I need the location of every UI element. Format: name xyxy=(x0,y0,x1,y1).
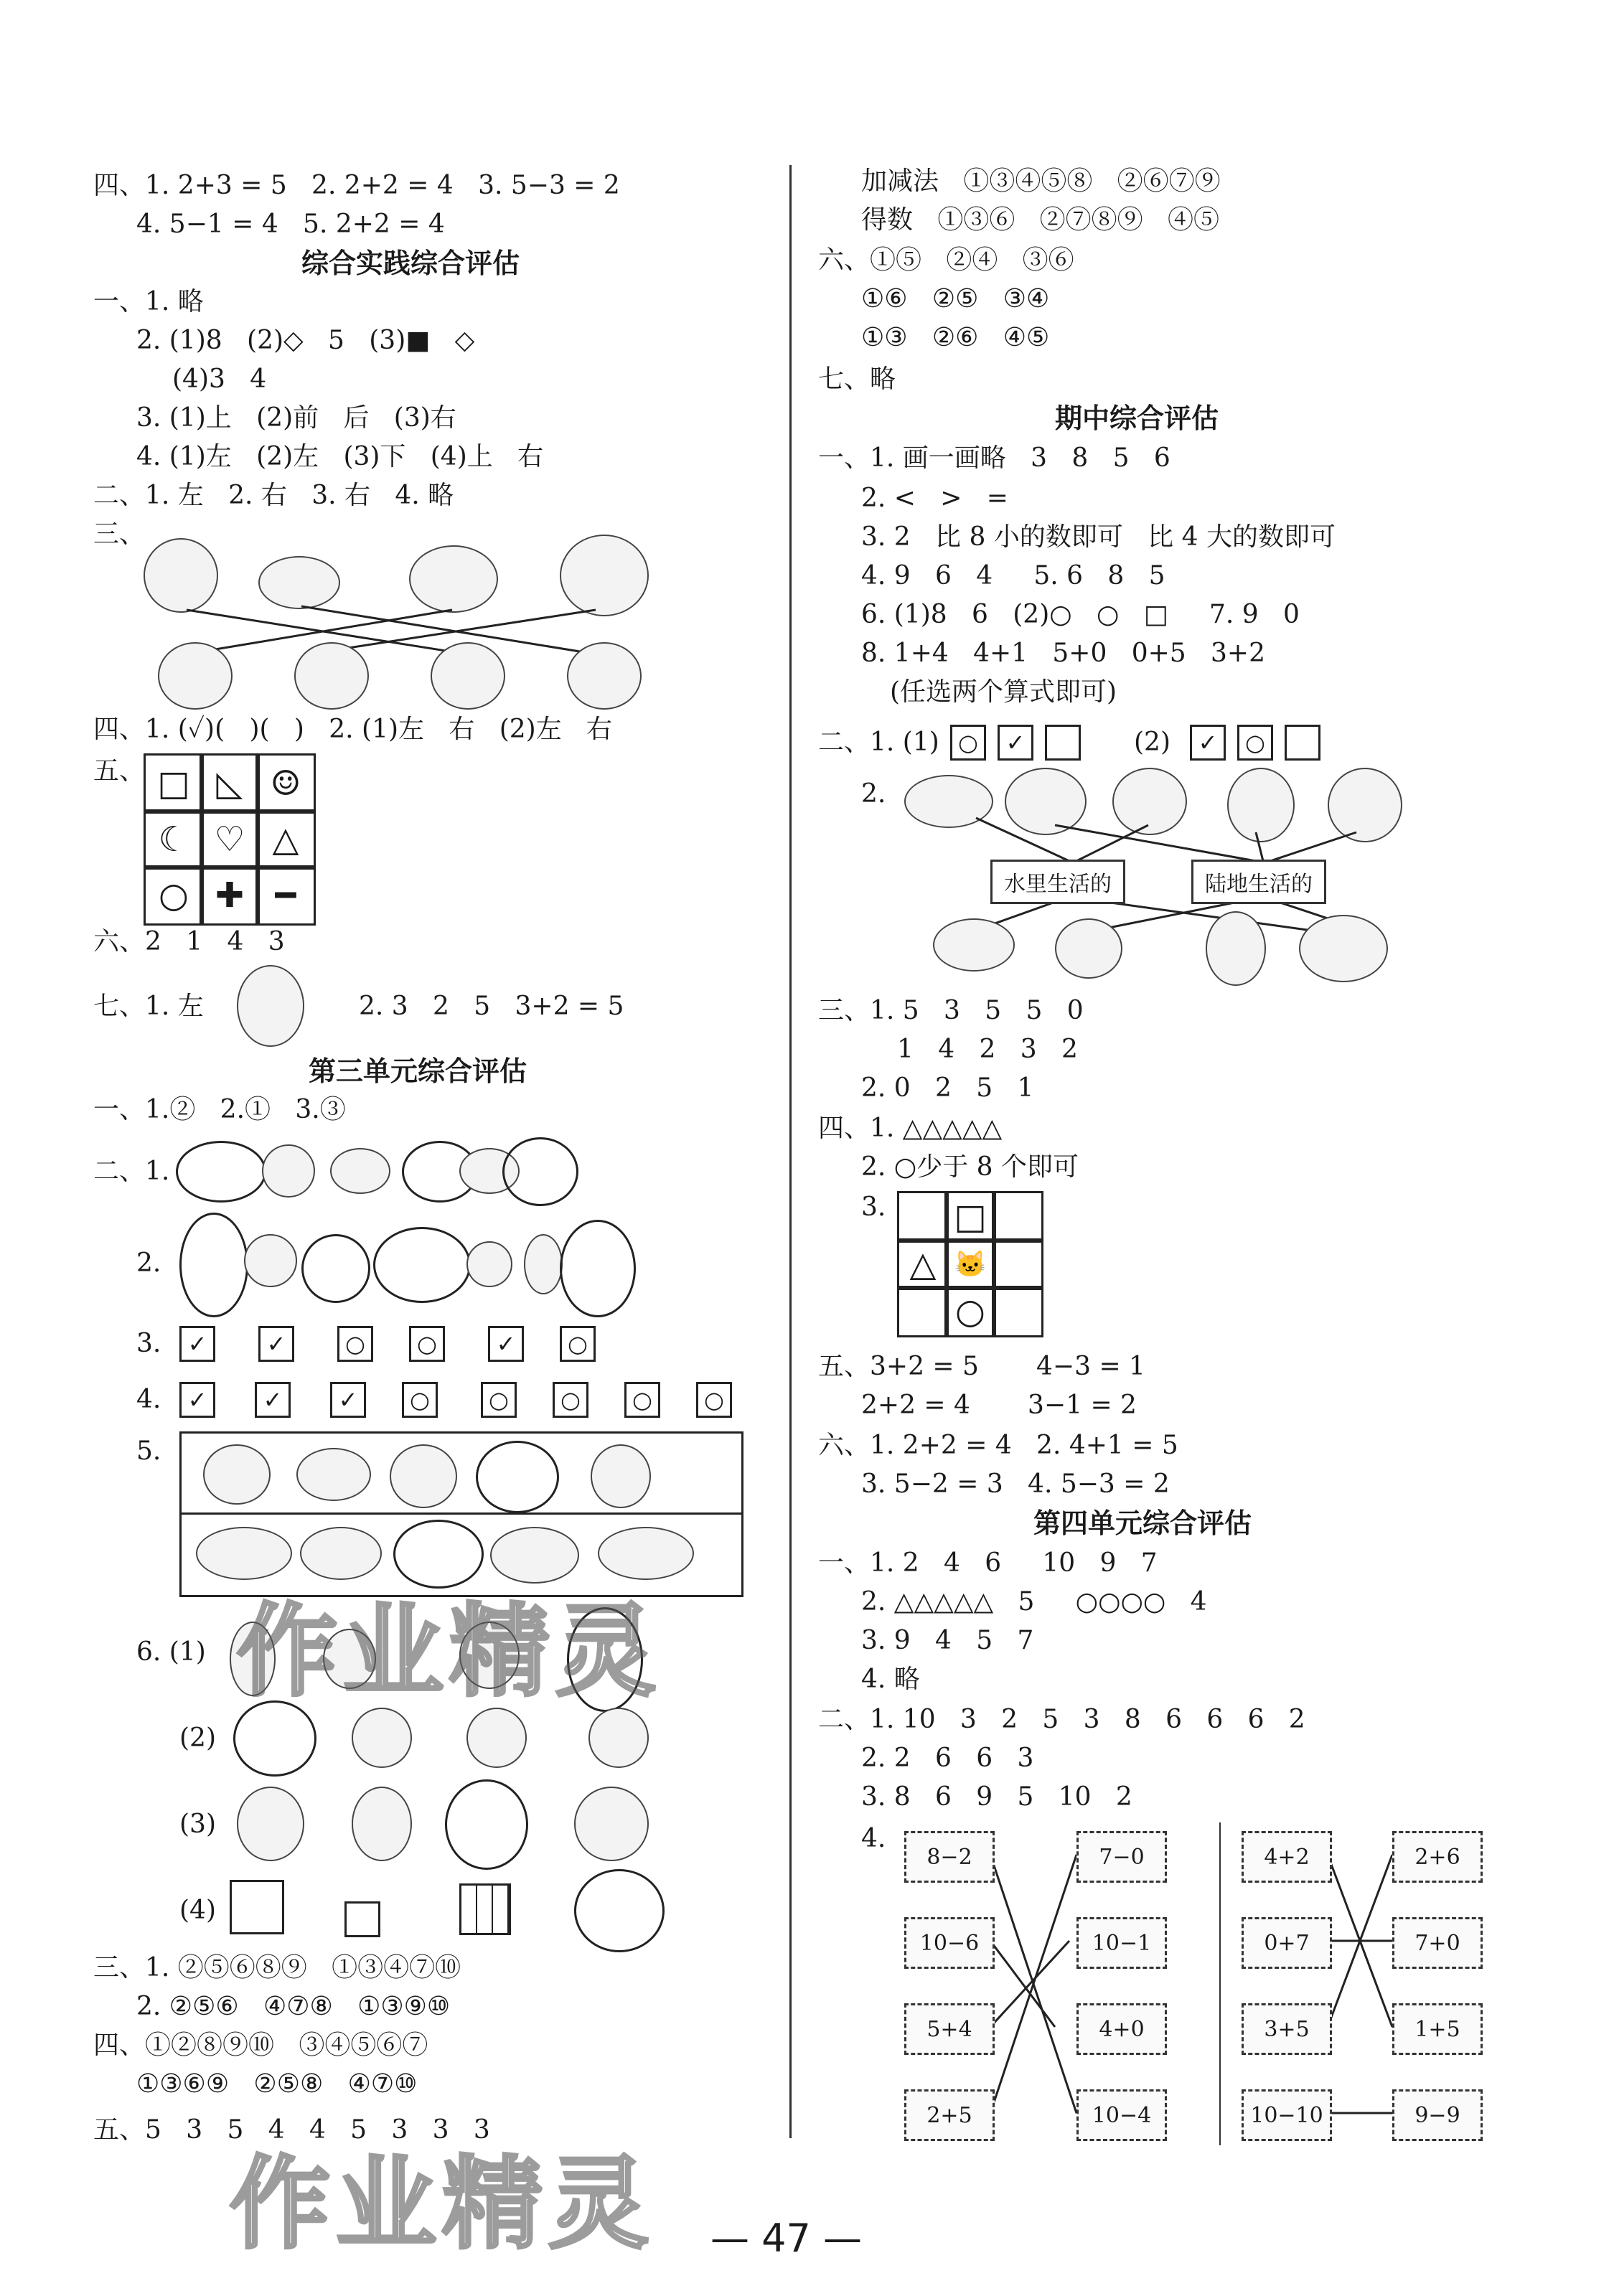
puppy-illustration xyxy=(237,1787,304,1861)
grid-cell: ━ xyxy=(255,865,316,926)
answer-line: 3. 8 6 9 5 10 2 xyxy=(861,1782,1132,1812)
section-heading: 第四单元综合评估 xyxy=(1033,1507,1252,1539)
answer-line: 加减法 ①③④⑤⑧ ②⑥⑦⑨ xyxy=(861,166,1221,196)
alarm-clock-illustration xyxy=(262,1144,315,1198)
answer-line: 4. 9 6 4 5. 6 8 5 xyxy=(861,561,1165,591)
answer-line: 2. ②⑤⑥ ④⑦⑧ ①③⑨⑩ xyxy=(136,1992,451,2021)
answer-line: (2) xyxy=(1134,728,1170,757)
answer-line: 四、①②⑧⑨⑩ ③④⑤⑥⑦ xyxy=(93,2031,428,2060)
circled-drumstick xyxy=(502,1137,578,1206)
answer-line: 五、3+2 = 5 4−3 = 1 xyxy=(818,1352,1145,1381)
water-life-label: 水里生活的 xyxy=(990,860,1125,904)
answer-line: 六、1. 2+2 = 4 2. 4+1 = 5 xyxy=(818,1431,1178,1460)
circled-bread xyxy=(176,1141,266,1203)
answer-line: 3. 2 比 8 小的数即可 比 4 大的数即可 xyxy=(861,522,1336,552)
check-box: ✓ xyxy=(258,1326,294,1362)
expression-card: 4+0 xyxy=(1076,2003,1167,2055)
check-box: ✓ xyxy=(179,1326,215,1362)
check-box: ○ xyxy=(402,1382,438,1418)
cup-illustration xyxy=(330,1148,390,1194)
answer-line: 6. (1)8 6 (2)○ ○ □ 7. 9 0 xyxy=(861,600,1300,629)
answer-line: 2. 2 6 6 3 xyxy=(861,1744,1034,1773)
expression-card: 10−6 xyxy=(904,1917,995,1969)
expression-card: 10−4 xyxy=(1076,2089,1167,2141)
expression-card: 4+2 xyxy=(1242,1831,1332,1883)
expression-card: 3+5 xyxy=(1242,2003,1332,2055)
answer-line: 得数 ①③⑥ ②⑦⑧⑨ ④⑤ xyxy=(861,205,1219,235)
expression-card: 10−10 xyxy=(1242,2089,1332,2141)
answer-line: 4. 略 xyxy=(861,1665,920,1694)
expression-card: 1+5 xyxy=(1392,2003,1483,2055)
answer-line: 四、1. (✓)( )( ) 2. (1)左 右 (2)左 右 xyxy=(93,715,613,744)
section-heading: 第三单元综合评估 xyxy=(309,1055,527,1087)
right-column xyxy=(797,0,1614,2296)
watermark: 作业精灵 xyxy=(237,1594,662,1711)
check-box: ○ xyxy=(624,1382,660,1418)
answer-line: 四、1. △△△△△ xyxy=(818,1114,1003,1143)
answer-line: 4. 5−1 = 4 5. 2+2 = 4 xyxy=(136,210,445,239)
left-column xyxy=(0,0,797,2296)
answer-line: 三、1. ②⑤⑥⑧⑨ ①③④⑦⑩ xyxy=(93,1953,461,1982)
grid-cell: ✚ xyxy=(200,865,260,926)
answer-line: 2. xyxy=(136,1248,161,1278)
expression-card: 8−2 xyxy=(904,1831,995,1883)
answer-line: 4. (1)左 (2)左 (3)下 (4)上 右 xyxy=(136,442,544,471)
grid-cell: △ xyxy=(897,1238,949,1290)
expression-card: 10−1 xyxy=(1076,1917,1167,1969)
grid-cell: ◺ xyxy=(200,753,260,814)
answer-line: ①⑥ ②⑤ ③④ xyxy=(861,284,1050,314)
answer-line: (2) xyxy=(179,1723,216,1753)
check-box: ○ xyxy=(337,1326,373,1362)
answer-box: ✓ xyxy=(998,725,1033,761)
answer-line: 5. xyxy=(136,1436,161,1466)
answer-line: 2. 3 2 5 3+2 = 5 xyxy=(359,992,624,1021)
rubik-cube-icon xyxy=(459,1883,511,1935)
land-life-label: 陆地生活的 xyxy=(1191,860,1326,904)
answer-line: 一、1. 画一画略 3 8 5 6 xyxy=(818,443,1170,473)
answer-line: 六、2 1 4 3 xyxy=(93,927,285,956)
ping-pong-illustration xyxy=(244,1234,297,1287)
answer-line: 2. xyxy=(861,779,886,809)
answer-line: 8. 1+4 4+1 5+0 0+5 3+2 xyxy=(861,639,1265,668)
answer-line: 3. 5−2 = 3 4. 5−3 = 2 xyxy=(861,1469,1170,1499)
expression-card: 5+4 xyxy=(904,2003,995,2055)
expression-card: 2+5 xyxy=(904,2089,995,2141)
section-heading: 期中综合评估 xyxy=(1055,403,1219,434)
basketball-illustration xyxy=(352,1708,412,1768)
answer-line: 2. (1)8 (2)◇ 5 (3)■ ◇ xyxy=(136,326,475,355)
answer-line: 2+2 = 4 3−1 = 2 xyxy=(861,1391,1137,1420)
matching-lines xyxy=(0,0,789,718)
answer-box: ✓ xyxy=(1190,725,1226,761)
answer-line: 七、略 xyxy=(818,364,896,394)
answer-line: 2. < > = xyxy=(861,484,1008,513)
circled-drum xyxy=(301,1234,370,1303)
grid-cell: △ xyxy=(255,809,316,870)
shape-grid xyxy=(144,753,316,926)
answer-line: 六、①⑤ ②④ ③⑥ xyxy=(818,245,1074,275)
circled-trumpet xyxy=(373,1227,471,1303)
answer-line: (任选两个算式即可) xyxy=(890,677,1117,707)
grid-cell: ♡ xyxy=(200,809,260,870)
check-box: ○ xyxy=(409,1326,445,1362)
grid-cell: 🐱 xyxy=(944,1238,996,1290)
hat-illustration xyxy=(296,1448,371,1501)
grid-cell: □ xyxy=(944,1191,996,1243)
check-box: ○ xyxy=(553,1382,588,1418)
answer-line: 一、1. 略 xyxy=(93,287,204,316)
answer-line: 4. xyxy=(136,1385,161,1414)
answer-line: 1 4 2 3 2 xyxy=(897,1035,1078,1064)
teddy-bear-illustration xyxy=(237,965,304,1047)
grid-cell: ☾ xyxy=(144,809,204,870)
answer-line: (3) xyxy=(179,1810,216,1839)
answer-line: 四、1. 2+3 = 5 2. 2+2 = 4 3. 5−3 = 2 xyxy=(93,171,620,200)
grid-cell: ☺ xyxy=(255,753,316,814)
answer-line: 三、1. 5 3 5 5 0 xyxy=(818,996,1084,1025)
answer-line: (4) xyxy=(179,1896,216,1925)
answer-line: 2. 0 2 5 1 xyxy=(861,1073,1034,1103)
check-box: ○ xyxy=(481,1382,517,1418)
circled-mug xyxy=(476,1441,559,1513)
answer-line: 五、5 3 5 4 4 5 3 3 3 xyxy=(93,2115,490,2145)
section-heading: 综合实践综合评估 xyxy=(301,248,520,279)
answer-line: ①③ ②⑥ ④⑤ xyxy=(861,323,1050,352)
mushroom-house-illustration xyxy=(294,642,369,710)
check-box: ✓ xyxy=(330,1382,366,1418)
answer-line: 二、1. 左 2. 右 3. 右 4. 略 xyxy=(93,481,454,510)
kitten-illustration xyxy=(574,1787,649,1861)
answer-line: 五、 xyxy=(93,756,146,786)
answer-line: (4)3 4 xyxy=(172,364,267,394)
answer-line: 一、1. 2 4 6 10 9 7 xyxy=(818,1548,1158,1578)
answer-line: 三、 xyxy=(93,519,146,549)
check-box: ○ xyxy=(696,1382,732,1418)
page-number: — 47 — xyxy=(710,2216,863,2261)
soccer-ball-illustration xyxy=(466,1241,512,1287)
expression-card: 7+0 xyxy=(1392,1917,1483,1969)
circled-cuboid xyxy=(574,1869,665,1952)
answer-line: 3. 9 4 5 7 xyxy=(861,1626,1034,1655)
circled-guitar xyxy=(179,1213,248,1317)
answer-box: ○ xyxy=(950,725,986,761)
answer-line: ①③⑥⑨ ②⑤⑧ ④⑦⑩ xyxy=(136,2069,418,2099)
circled-surfboard xyxy=(560,1220,636,1317)
small-cube-icon xyxy=(344,1901,380,1937)
check-box: ○ xyxy=(560,1326,596,1362)
expression-card: 2+6 xyxy=(1392,1831,1483,1883)
answer-line: 二、1. (1) xyxy=(818,728,939,757)
shirt-illustration xyxy=(203,1444,271,1505)
cube-icon xyxy=(230,1880,284,1934)
mushroom-house-illustration xyxy=(431,642,505,710)
answer-line: 3. xyxy=(861,1192,886,1222)
expression-card: 9−9 xyxy=(1392,2089,1483,2141)
grid-cell: □ xyxy=(144,753,204,814)
check-box: ✓ xyxy=(255,1382,291,1418)
pants-illustration xyxy=(591,1444,651,1508)
answer-line: 3. xyxy=(136,1329,161,1358)
grid-cell: ○ xyxy=(944,1286,996,1337)
answer-line: 七、1. 左 xyxy=(93,992,204,1021)
check-box: ✓ xyxy=(488,1326,524,1362)
sweater-illustration xyxy=(390,1444,457,1508)
mushroom-house-illustration xyxy=(158,642,233,710)
answer-line: 2. △△△△△ 5 ○○○○ 4 xyxy=(861,1587,1207,1617)
answer-line: 6. (1) xyxy=(136,1637,206,1667)
mushroom-house-illustration xyxy=(567,642,642,710)
answer-line: 二、1. xyxy=(93,1157,170,1186)
answer-line: 2. ○少于 8 个即可 xyxy=(861,1152,1079,1182)
soccer-ball-illustration xyxy=(466,1708,527,1768)
watermark: 作业精灵 xyxy=(230,2146,655,2263)
answer-line: 二、1. 10 3 2 5 3 8 6 6 6 2 xyxy=(818,1705,1305,1734)
circled-flower xyxy=(445,1779,528,1870)
check-box: ✓ xyxy=(179,1382,215,1418)
answer-line: 4. xyxy=(861,1824,886,1853)
answer-box: ○ xyxy=(1237,725,1273,761)
grid-cell: ○ xyxy=(144,865,204,926)
expression-card: 7−0 xyxy=(1076,1831,1167,1883)
answer-line: 一、1.② 2.① 3.③ xyxy=(93,1095,346,1124)
shuttlecock-illustration xyxy=(524,1234,563,1294)
rabbit-illustration xyxy=(352,1787,412,1861)
matching-lines-a xyxy=(797,0,1614,2152)
volleyball-illustration xyxy=(588,1708,649,1768)
answer-line: 3. (1)上 (2)前 后 (3)右 xyxy=(136,403,456,433)
expression-card: 0+7 xyxy=(1242,1917,1332,1969)
